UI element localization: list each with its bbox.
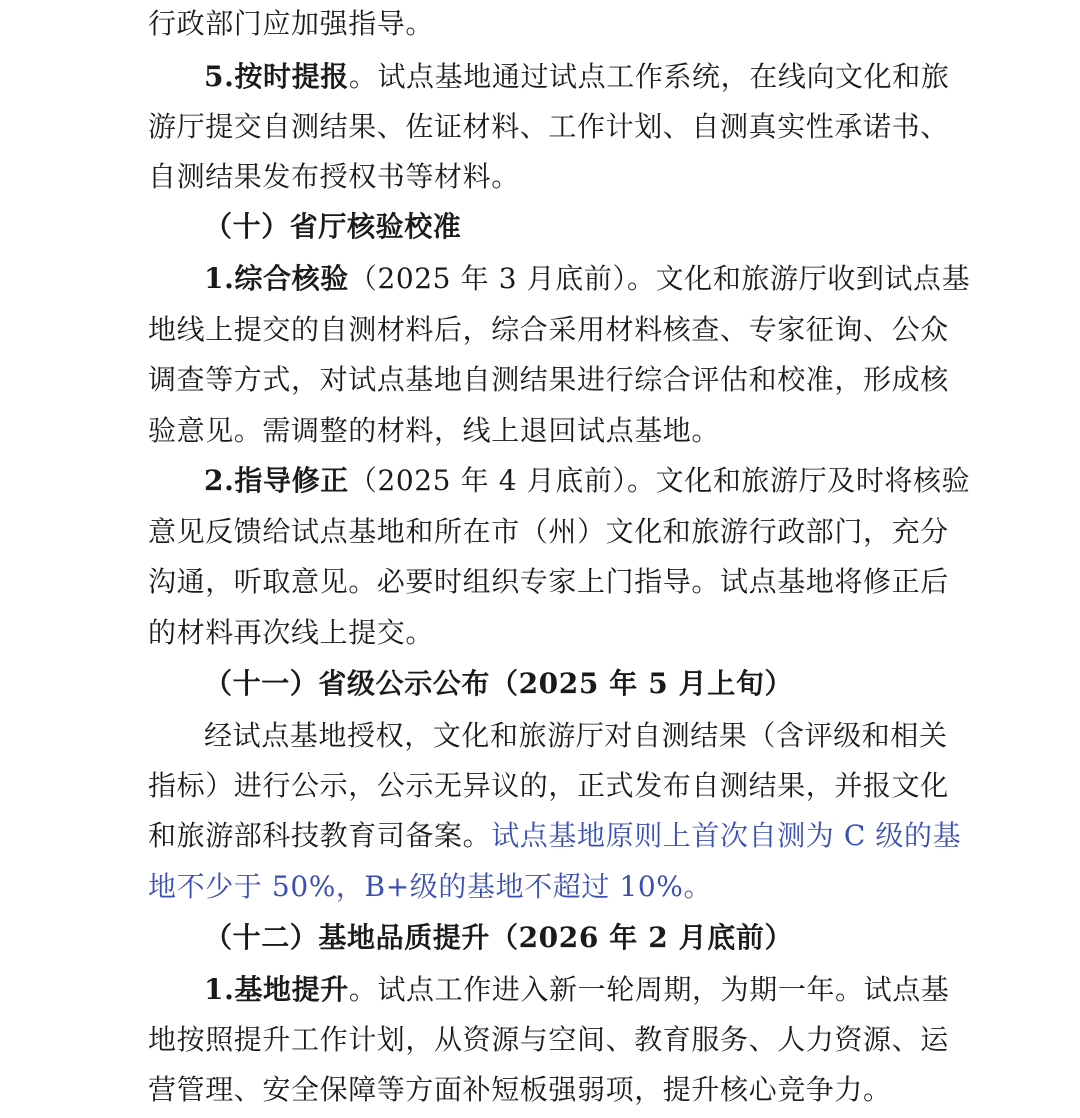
item-1-text: （2025 年 3 月底前）。文化和旅游厅收到试点基 [348,262,971,295]
section-heading-10: （十）省厅核验校准 [204,210,462,243]
item-2-text: （2025 年 4 月底前）。文化和旅游厅及时将核验 [348,464,971,497]
item-2-title: 2.指导修正 [204,464,349,497]
highlighted-line: 地不少于 50%，B+级的基地不超过 10%。 [148,870,713,903]
paragraph-line: 经试点基地授权，文化和旅游厅对自测结果（含评级和相关 [204,719,948,752]
paragraph-line: 游厅提交自测结果、佐证材料、工作计划、自测真实性承诺书、 [148,110,949,143]
paragraph-line: 的材料再次线上提交。 [148,616,435,649]
paragraph-line [148,816,962,856]
section-heading-12: （十二）基地品质提升（2026 年 2 月底前） [204,921,794,954]
item-5-text: 。试点基地通过试点工作系统，在线向文化和旅 [348,60,950,93]
section-heading-11: （十一）省级公示公布（2025 年 5 月上旬） [204,667,794,700]
paragraph-line: 验意见。需调整的材料，线上退回试点基地。 [148,414,721,447]
plain-text: 和旅游部科技教育司备案。 [148,819,492,852]
item-1-title: 1.综合核验 [204,262,349,295]
paragraph-line: 调查等方式，对试点基地自测结果进行综合评估和校准，形成核 [148,363,949,396]
paragraph-line: 沟通，听取意见。必要时组织专家上门指导。试点基地将修正后 [148,565,949,598]
paragraph-line: 营管理、安全保障等方面补短板强弱项，提升核心竞争力。 [148,1073,892,1106]
item-5-line [204,57,948,97]
paragraph-line: 意见反馈给试点基地和所在市（州）文化和旅游行政部门，充分 [148,515,949,548]
paragraph-line: 地按照提升工作计划，从资源与空间、教育服务、人力资源、运 [148,1023,949,1056]
item-1-text: 。试点工作进入新一轮周期，为期一年。试点基 [348,973,950,1006]
paragraph-line: 行政部门应加强指导。 [148,7,435,40]
paragraph-line: 地线上提交的自测材料后，综合采用材料核查、专家征询、公众 [148,313,949,346]
item-1-title: 1.基地提升 [204,973,349,1006]
highlighted-text: 试点基地原则上首次自测为 C 级的基 [491,819,962,852]
paragraph-line: 自测结果发布授权书等材料。 [148,160,520,193]
item-2-line [204,461,971,501]
item-1-line [204,259,971,299]
item-5-title: 5.按时提报 [204,60,349,93]
item-1-line [204,970,948,1010]
paragraph-line: 指标）进行公示，公示无异议的，正式发布自测结果，并报文化 [148,769,949,802]
